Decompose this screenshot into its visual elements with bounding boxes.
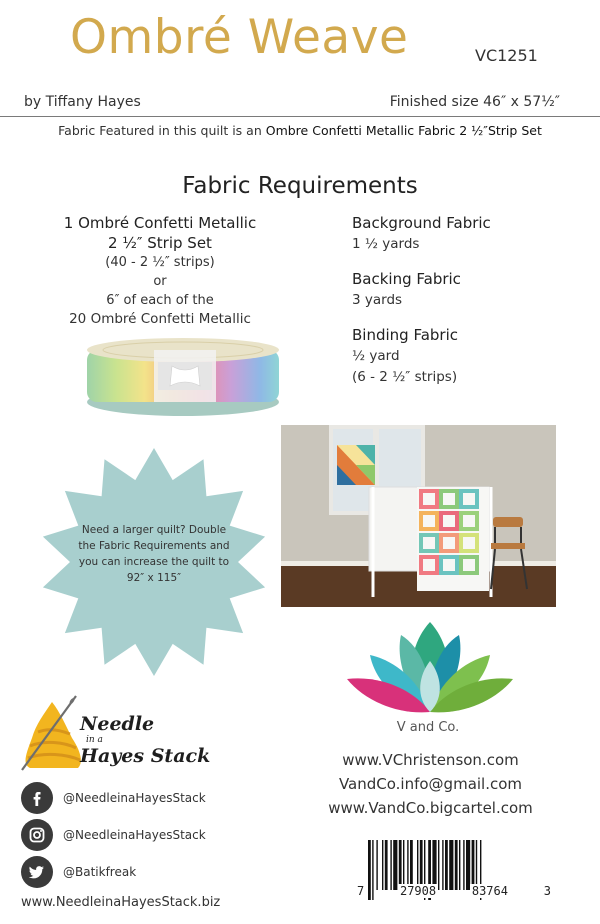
featured-prefix: Fabric Featured in this quilt is an — [58, 123, 266, 138]
barcode-bar — [390, 840, 391, 890]
requirement-heading: Background Fabric — [352, 214, 491, 232]
wall-quilt — [337, 445, 375, 485]
requirement-value: 3 yards — [352, 292, 403, 308]
strip-set-line: or — [153, 274, 167, 289]
barcode-digit-group: 27908 — [399, 884, 437, 898]
barcode-bar — [463, 840, 464, 890]
barcode-bar — [472, 840, 475, 890]
v-and-co-lotus-logo — [335, 617, 525, 717]
barcode-bar — [459, 840, 460, 890]
twitter-handle[interactable]: @Batikfreak — [63, 865, 137, 879]
larger-quilt-callout-text: Need a larger quilt? Double the Fabric Requirements and you can increase the quilt to 92″ x 115″ — [78, 524, 230, 584]
facebook-icon[interactable] — [21, 782, 53, 814]
quilt-photo — [281, 425, 556, 607]
backing-fabric-group — [352, 269, 572, 311]
needle-logo-wordmark — [80, 713, 230, 767]
publisher-shop-link[interactable]: www.VandCo.bigcartel.com — [328, 799, 533, 817]
quilt-on-crib — [417, 487, 489, 591]
barcode-bar — [449, 840, 453, 890]
featured-fabric-name: Ombre Confetti Metallic Fabric 2 ½″Strip Set — [265, 123, 542, 138]
background-fabric-group — [352, 213, 572, 255]
twitter-icon[interactable] — [21, 856, 53, 888]
barcode-bar — [455, 840, 458, 890]
publisher-links — [318, 748, 543, 820]
instagram-icon[interactable] — [21, 819, 53, 851]
fabric-requirements-heading: Fabric Requirements — [182, 173, 418, 199]
publisher-website-link[interactable]: www.VChristenson.com — [342, 751, 519, 769]
barcode-bar — [382, 840, 383, 890]
strip-set-requirements — [55, 213, 265, 329]
requirement-heading: Binding Fabric — [352, 326, 458, 344]
barcode-bar — [403, 840, 404, 890]
barcode-bar — [417, 840, 418, 890]
barcode-bar — [476, 840, 477, 890]
instagram-handle[interactable]: @NeedleinaHayesStack — [63, 828, 206, 842]
finished-size: Finished size 46″ x 57½″ — [389, 94, 560, 110]
barcode-bar — [399, 840, 402, 890]
requirement-value: 1 ½ yards — [352, 236, 420, 252]
barcode-bar — [376, 840, 377, 890]
needle-logo-word: in a — [86, 735, 103, 745]
barcode-digit-group: 3 — [543, 884, 551, 898]
pattern-code: VC1251 — [475, 46, 538, 65]
barcode-bar — [442, 840, 443, 890]
strip-set-line: 1 Ombré Confetti Metallic — [63, 214, 257, 232]
barcode-bar — [410, 840, 413, 890]
barcode-bar — [466, 840, 470, 890]
barcode-bar — [420, 840, 423, 890]
requirement-value: (6 - 2 ½″ strips) — [352, 369, 458, 385]
facebook-social-row[interactable] — [21, 782, 281, 814]
needle-logo-word: Hayes Stack — [80, 745, 211, 767]
barcode-bar — [407, 840, 408, 890]
yardage-requirements — [352, 213, 572, 402]
publisher-name: V and Co. — [396, 720, 460, 735]
requirement-heading: Backing Fabric — [352, 270, 461, 288]
strip-set-roll-image — [84, 336, 282, 418]
barcode-digits — [355, 884, 553, 898]
header-divider — [0, 116, 600, 117]
featured-fabric-line — [0, 123, 600, 138]
designer-website-link[interactable]: www.NeedleinaHayesStack.biz — [21, 895, 221, 910]
barcode-bar — [438, 840, 439, 890]
pattern-title: Ombré Weave — [70, 10, 409, 65]
requirement-value: ½ yard — [352, 348, 400, 364]
strip-set-line: 2 ½″ Strip Set — [108, 234, 212, 252]
needle-logo-word: Needle — [80, 713, 155, 735]
facebook-handle[interactable]: @NeedleinaHayesStack — [63, 791, 206, 805]
publisher-email-link[interactable]: VandCo.info@gmail.com — [338, 775, 523, 793]
strip-set-line: 20 Ombré Confetti Metallic — [69, 311, 251, 327]
barcode-bar — [445, 840, 448, 890]
barcode-digit-group: 7 — [357, 884, 365, 898]
designer-byline: by Tiffany Hayes — [24, 94, 141, 110]
barcode-bar — [385, 840, 388, 890]
strip-set-line: (40 - 2 ½″ strips) — [105, 255, 215, 270]
strip-set-line: 6″ of each of the — [106, 293, 214, 308]
barcode-bar — [393, 840, 397, 890]
twitter-social-row[interactable] — [21, 856, 281, 888]
barcode-bar — [432, 840, 436, 890]
instagram-social-row[interactable] — [21, 819, 281, 851]
barcode-digit-group: 83764 — [471, 884, 508, 898]
binding-fabric-group — [352, 325, 572, 388]
